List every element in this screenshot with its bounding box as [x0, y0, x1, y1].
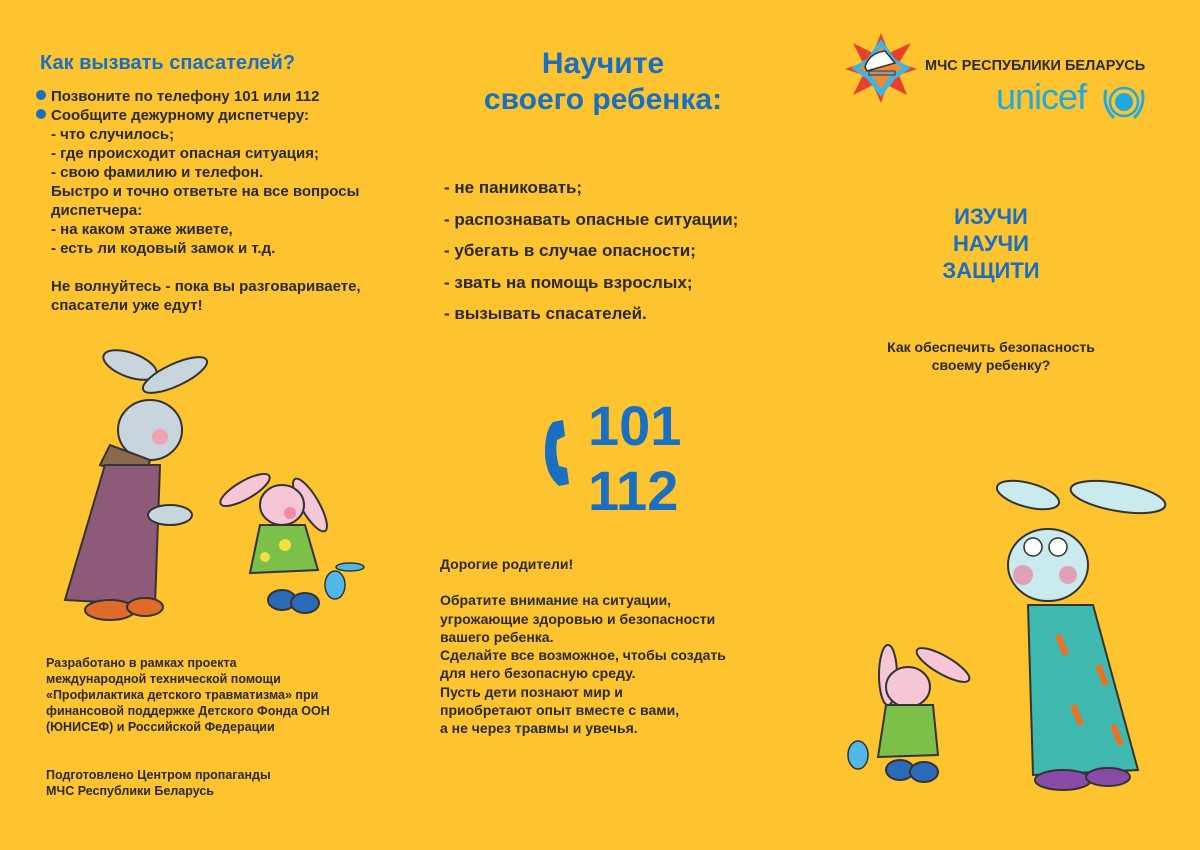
credits-line: Разработано в рамках проекта [46, 656, 237, 670]
credits-line: (ЮНИСЕФ) и Российской Федерации [46, 720, 275, 734]
teach-your-child-heading [440, 46, 766, 118]
heading-line: Научите [541, 47, 665, 80]
credits-line: финансовой поддержке Детского Фонда ООН [46, 704, 330, 718]
instruction-line: - что случилось; [51, 126, 175, 143]
instruction-line: Быстро и точно ответьте на все вопросы [51, 183, 360, 200]
teach-item: - звать на помощь взрослых; [444, 272, 693, 292]
question-line: своему ребенку? [931, 357, 1051, 373]
parents-line: для него безопасную среду. [440, 665, 636, 682]
bunny-parent-child-illustration [50, 335, 380, 630]
heading-line: своего ребенка: [483, 83, 723, 116]
parents-line: приобретают опыт вместе с вами, [440, 702, 680, 719]
teach-item: - убегать в случае опасности; [444, 241, 696, 260]
motto [900, 203, 1082, 284]
project-credits [46, 655, 330, 799]
parents-line: Сделайте все возможное, чтобы создать [440, 647, 726, 664]
bullet-icon [36, 109, 46, 119]
safety-question [850, 338, 1132, 374]
reassure-line: Не волнуйтесь - пока вы разговариваете, [51, 278, 361, 295]
reassure-line: спасатели уже едут! [51, 297, 203, 314]
parents-line: Обратите внимание на ситуации, [440, 592, 672, 609]
motto-line: ИЗУЧИ [954, 204, 1028, 229]
teach-item: - не паниковать; [444, 178, 583, 197]
prepared-by-line: МЧС Республики Беларусь [46, 784, 214, 798]
emergency-number: 101 [588, 394, 682, 457]
question-line: Как обеспечить безопасность [887, 339, 1095, 355]
prepared-by-line: Подготовлено Центром пропаганды [46, 768, 271, 782]
mchs-org-name: МЧС РЕСПУБЛИКИ БЕЛАРУСЬ [925, 58, 1146, 74]
how-to-call-rescuers-heading: Как вызвать спасателей? [40, 52, 296, 74]
phone-handset-icon [543, 418, 579, 488]
mchs-emblem-logo [845, 33, 917, 103]
motto-line: НАУЧИ [953, 231, 1029, 256]
teach-list [444, 178, 738, 336]
unicef-emblem-logo [1102, 82, 1146, 124]
parents-message [440, 555, 726, 738]
parents-line: вашего ребенка. [440, 628, 554, 645]
parents-line: угрожающие здоровью и безопасности [440, 610, 716, 627]
instruction-line: - на каком этаже живете, [51, 221, 233, 238]
instruction-line: - где происходит опасная ситуация; [51, 145, 320, 162]
emergency-number: 112 [588, 459, 679, 522]
credits-line: международной технической помощи [46, 672, 281, 686]
bunny-mother-child-illustration [828, 465, 1168, 795]
instruction-line: - есть ли кодовый замок и т.д. [51, 240, 276, 257]
instruction-item: Сообщите дежурному диспетчеру: [51, 107, 309, 124]
motto-line: ЗАЩИТИ [942, 258, 1040, 283]
parents-line: Пусть дети познают мир и [440, 683, 623, 700]
parents-heading: Дорогие родители! [440, 556, 574, 572]
teach-item: - вызывать спасателей. [444, 304, 647, 323]
instruction-item: Позвоните по телефону 101 или 112 [51, 88, 320, 105]
parents-line: а не через травмы и увечья. [440, 720, 638, 737]
bullet-icon [36, 90, 46, 100]
instruction-line: диспетчера: [51, 202, 143, 219]
call-instructions [36, 87, 361, 315]
instruction-line: - свою фамилию и телефон. [51, 164, 264, 181]
unicef-logo-text: unicef [996, 76, 1087, 117]
credits-line: «Профилактика детского травматизма» при [46, 688, 319, 702]
teach-item: - распознавать опасные ситуации; [444, 209, 739, 229]
